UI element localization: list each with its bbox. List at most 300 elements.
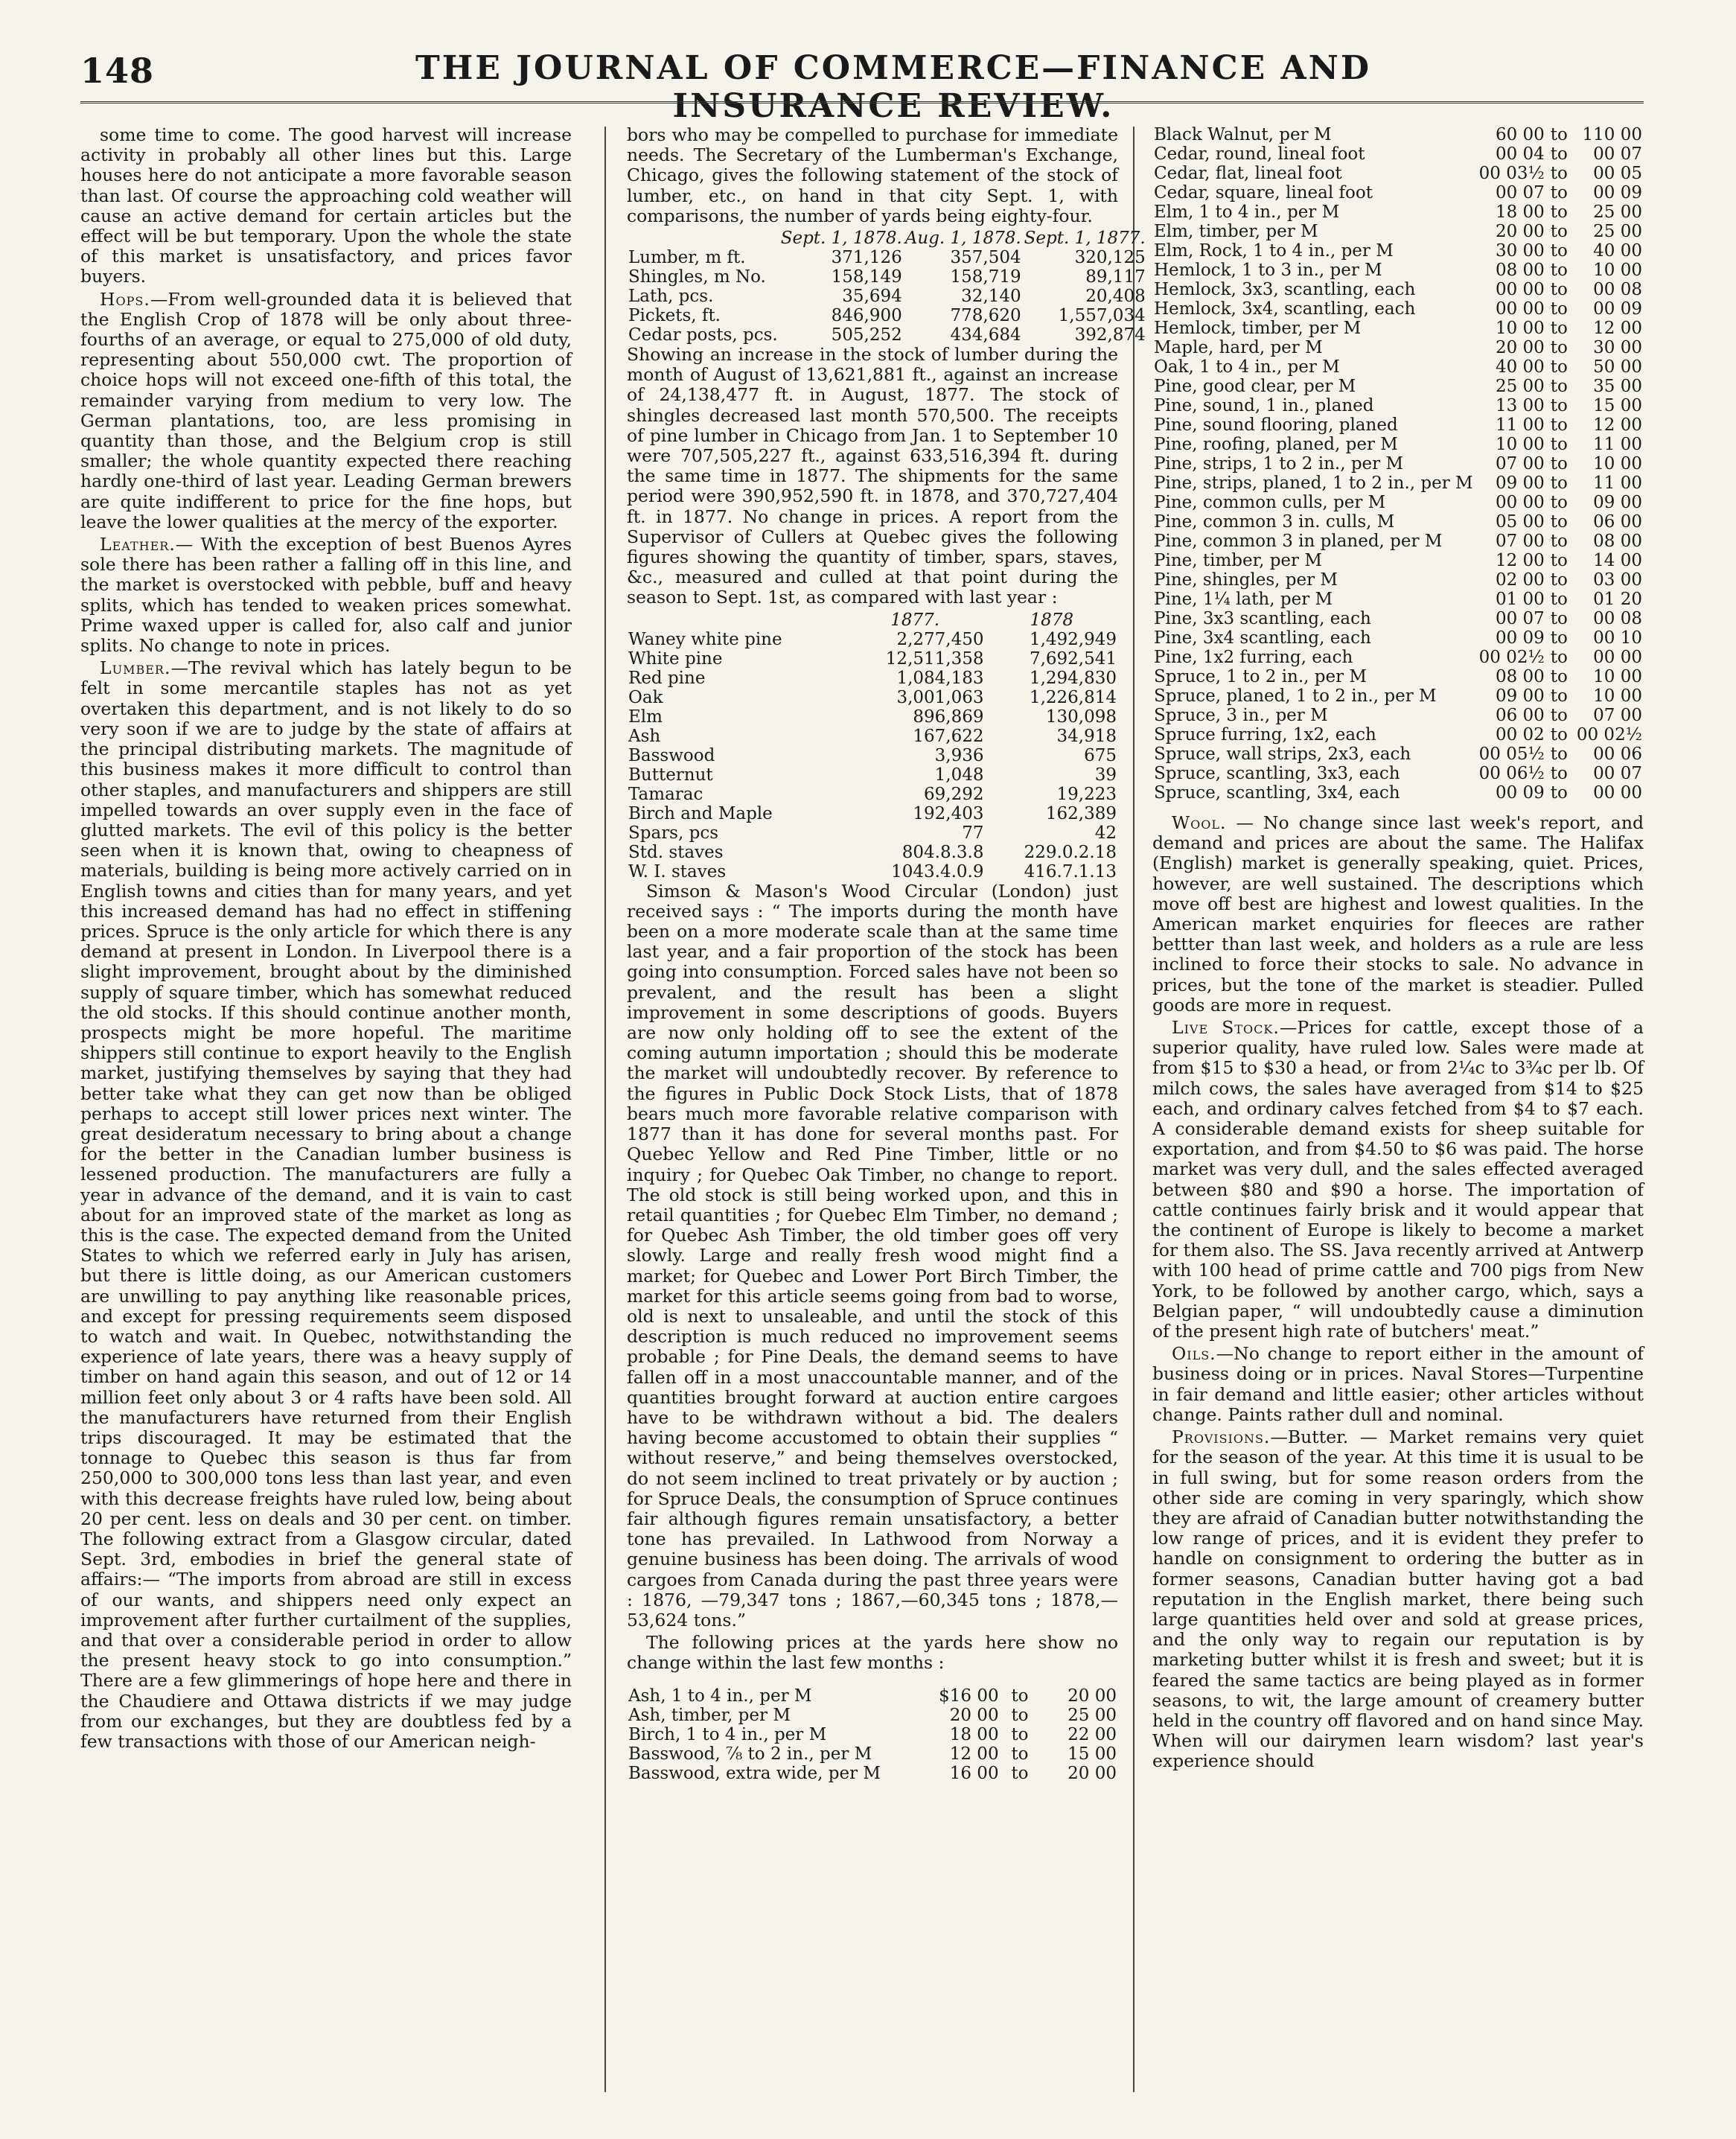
paragraph-text: —From well-grounded data it is believed that the English Crop of 1878 will be only about three-fourths of an average, or equal to 275,000 of old duty, representing about 550,000 cwt. The proportion of choice hops will not exceed one-fifth of this total, the remainder varying from medium to very low. The German plantations, too, are less promising in quantity than those, and the Belgium crop is still smaller; the whole quantity expected there reaching hardly one-third of last year. Leading German brewers are quite indifferent to price for the fine hops, but leave the lower qualities at the mercy of the exporter. xyxy=(80,288,572,532)
price-item: Pine, common 3 in planed, per M xyxy=(1154,532,1443,551)
paragraph-hops xyxy=(80,290,572,532)
table-cell: 69,292 xyxy=(924,784,984,804)
paragraph-text: — No change since last week's report, and demand and prices are about the same. The Halifax (English) market is generally speaking, quiet. Prices, however, are well sustained. The descriptions which move off best are highest and lowest qualities. In the American market enquiries for fleeces are rather bettter than last week, and holders as a rule are less inclined to force their stocks to sale. No advance in prices, but the tone of the market is steadier. Pulled goods are more in request. xyxy=(1152,812,1644,1016)
table-row xyxy=(627,630,1118,649)
table-cell: Basswood xyxy=(628,745,715,765)
table-cell: Std. staves xyxy=(628,842,724,862)
price-row xyxy=(1152,415,1644,435)
price-row xyxy=(1152,299,1644,319)
paragraph-provisions xyxy=(1152,1427,1644,1771)
price-to: to xyxy=(1550,570,1568,590)
table-row xyxy=(627,746,1118,765)
price-high: 07 00 xyxy=(1593,706,1642,725)
price-item: Pine, strips, 1 to 2 in., per M xyxy=(1154,454,1404,474)
price-table xyxy=(1152,125,1644,803)
price-item: Hemlock, 1 to 3 in., per M xyxy=(1154,261,1382,280)
table-cell: White pine xyxy=(628,648,723,669)
column-rule xyxy=(604,127,606,2092)
price-low: 18 00 xyxy=(949,1724,999,1744)
price-item: Pine, 1x2 furring, each xyxy=(1154,648,1353,667)
section-lead: Lumber. xyxy=(100,657,171,679)
price-to: to xyxy=(1550,667,1568,686)
price-to: to xyxy=(1550,299,1568,319)
price-item: Hemlock, 3x3, scantling, each xyxy=(1154,280,1416,299)
table-header-cell: Sept. 1, 1878. xyxy=(780,229,902,249)
price-low: 10 00 xyxy=(1495,319,1545,338)
table-cell: 20,408 xyxy=(1085,287,1146,307)
price-low: 60 00 xyxy=(1495,125,1545,144)
price-low: 30 00 xyxy=(1495,241,1545,261)
price-to: to xyxy=(1550,415,1568,435)
price-high: 08 00 xyxy=(1593,532,1642,551)
price-high: 30 00 xyxy=(1593,338,1642,357)
price-to: to xyxy=(1550,764,1568,783)
price-low: 09 00 xyxy=(1495,474,1545,493)
price-to: to xyxy=(1011,1705,1029,1725)
table-header-cell: 1878 xyxy=(1030,610,1074,630)
price-item: Cedar, round, lineal foot xyxy=(1154,144,1365,164)
price-low: 20 00 xyxy=(949,1705,999,1725)
table-cell: 130,098 xyxy=(1045,707,1117,727)
price-item: Spruce, planed, 1 to 2 in., per M xyxy=(1154,686,1437,706)
price-high: 00 05 xyxy=(1593,164,1642,183)
price-row xyxy=(1152,667,1644,686)
table-header-cell: 1877. xyxy=(890,610,940,630)
price-high: 01 20 xyxy=(1593,590,1642,609)
price-row xyxy=(1152,648,1644,667)
table-row xyxy=(627,669,1118,688)
price-item: Pine, sound flooring, planed xyxy=(1154,415,1398,435)
price-high: 00 08 xyxy=(1593,609,1642,628)
price-high: 35 00 xyxy=(1593,377,1642,396)
price-low: 06 00 xyxy=(1495,706,1545,725)
table-cell: 371,126 xyxy=(831,248,902,268)
table-cell: Elm xyxy=(628,707,663,727)
price-low: 00 04 xyxy=(1495,144,1545,164)
table-row xyxy=(627,325,1147,345)
price-item: Pine, good clear, per M xyxy=(1154,377,1356,396)
price-to: to xyxy=(1550,532,1568,551)
price-low: 07 00 xyxy=(1495,454,1545,474)
table-cell: 392,874 xyxy=(1074,325,1146,345)
price-low: 13 00 xyxy=(1495,396,1545,415)
price-low: 00 00 xyxy=(1495,299,1545,319)
price-high: 11 00 xyxy=(1593,474,1642,493)
price-high: 03 00 xyxy=(1593,570,1642,590)
price-to: to xyxy=(1011,1686,1029,1706)
price-row xyxy=(1152,144,1644,164)
price-to: to xyxy=(1550,783,1568,803)
price-to: to xyxy=(1550,648,1568,667)
price-low: 00 00 xyxy=(1495,280,1545,299)
price-item: Oak, 1 to 4 in., per M xyxy=(1154,357,1340,377)
price-to: to xyxy=(1550,183,1568,203)
price-item: Hemlock, timber, per M xyxy=(1154,319,1362,338)
price-row xyxy=(1152,628,1644,648)
price-to: to xyxy=(1550,628,1568,648)
paragraph-leather xyxy=(80,535,572,656)
price-to: to xyxy=(1550,474,1568,493)
paragraph: Showing an increase in the stock of lumber during the month of August of 13,621,881 ft., against an increase of 24,138,477 ft. in August, 1877. The stock of shingles decreased last month 570,500. The receipts of pine lumber in Chicago from Jan. 1 to September 10 were 707,505,227 ft., against 633,516,394 ft. during the same time in 1877. The shipments for the same period were 390,952,590 ft. in 1878, and 370,727,404 ft. in 1877. No change in prices. A report from the Supervisor of Cullers at Quebec gives the following figures showing the quantity of timber, spars, staves, &c., measured and culled at that point during the season to Sept. 1st, as compared with last year : xyxy=(627,344,1118,608)
paragraph-live-stock xyxy=(1152,1018,1644,1342)
price-item: Elm, Rock, 1 to 4 in., per M xyxy=(1154,241,1394,261)
table-row xyxy=(627,765,1118,785)
price-row xyxy=(1152,512,1644,532)
price-to: to xyxy=(1550,454,1568,474)
table-cell: 778,620 xyxy=(950,306,1021,326)
price-to: to xyxy=(1550,435,1568,454)
price-to: to xyxy=(1550,125,1568,144)
price-to: to xyxy=(1550,164,1568,183)
section-lead: Oils. xyxy=(1172,1343,1216,1365)
price-row xyxy=(1152,377,1644,396)
price-to: to xyxy=(1550,551,1568,570)
price-high: 15 00 xyxy=(1593,396,1642,415)
price-high: 25 00 xyxy=(1593,203,1642,222)
price-item: Spruce, 3 in., per M xyxy=(1154,706,1328,725)
price-item: Basswood, ⅞ to 2 in., per M xyxy=(628,1744,872,1764)
column-1 xyxy=(80,125,572,2098)
table-cell: 1,048 xyxy=(934,765,984,785)
price-row xyxy=(1152,357,1644,377)
price-to: to xyxy=(1550,280,1568,299)
price-row xyxy=(627,1686,1118,1706)
price-high: 09 00 xyxy=(1593,493,1642,512)
table-cell: 167,622 xyxy=(913,726,984,746)
price-low: 40 00 xyxy=(1495,357,1545,377)
table-cell: 34,918 xyxy=(1056,726,1117,746)
table-cell: 1043.4.0.9 xyxy=(891,861,984,882)
price-to: to xyxy=(1550,590,1568,609)
table-cell: Oak xyxy=(628,687,663,707)
price-row xyxy=(1152,183,1644,203)
price-low: 08 00 xyxy=(1495,261,1545,280)
table-cell: 192,403 xyxy=(913,803,984,823)
price-item: Basswood, extra wide, per M xyxy=(628,1763,881,1783)
price-low: 08 00 xyxy=(1495,667,1545,686)
price-high: 00 00 xyxy=(1593,648,1642,667)
table-cell: Butternut xyxy=(628,765,713,785)
price-row xyxy=(1152,203,1644,222)
price-low: 00 02 xyxy=(1495,725,1545,745)
paragraph-text: —No change to report either in the amount of business doing or in prices. Naval Stores—Turpentine in fair demand and little easier; other articles without change. Paints rather dull and nominal. xyxy=(1152,1343,1644,1425)
table-row xyxy=(627,843,1118,862)
price-row xyxy=(1152,435,1644,454)
table-header-cell: Aug. 1, 1878. xyxy=(904,229,1021,249)
price-high: 06 00 xyxy=(1593,512,1642,532)
table-cell: Shingles, m No. xyxy=(628,267,766,287)
table-cell: 2,277,450 xyxy=(896,629,984,649)
table-cell: 35,694 xyxy=(842,287,902,307)
section-lead: Live Stock. xyxy=(1172,1017,1280,1039)
price-high: 00 02½ xyxy=(1576,725,1642,745)
price-low: 01 00 xyxy=(1495,590,1545,609)
price-low: 10 00 xyxy=(1495,435,1545,454)
price-item: Pine, common 3 in. culls, M xyxy=(1154,512,1395,532)
price-row xyxy=(1152,764,1644,783)
price-high: 00 00 xyxy=(1593,783,1642,803)
header-rule xyxy=(80,101,1644,103)
price-item: Spruce, scantling, 3x4, each xyxy=(1154,783,1400,803)
price-high: 25 00 xyxy=(1068,1705,1117,1725)
price-low: 25 00 xyxy=(1495,377,1545,396)
table-cell: 416.7.1.13 xyxy=(1024,861,1117,882)
table-cell: 12,511,358 xyxy=(885,648,984,669)
price-row xyxy=(1152,609,1644,628)
table-cell: 32,140 xyxy=(961,287,1021,307)
table-cell: 1,557,034 xyxy=(1058,306,1146,326)
price-high: 40 00 xyxy=(1593,241,1642,261)
table-cell: 89,117 xyxy=(1085,267,1146,287)
table-cell: 77 xyxy=(962,823,984,843)
price-low: 00 02½ xyxy=(1478,648,1545,667)
price-table xyxy=(627,1686,1118,1783)
price-item: Pine, 3x4 scantling, each xyxy=(1154,628,1371,648)
price-low: 16 00 xyxy=(949,1763,999,1783)
price-low: 05 00 xyxy=(1495,512,1545,532)
section-lead: Hops. xyxy=(100,288,150,310)
paragraph: some time to come. The good harvest will increase activity in probably all other lines but this. Large houses here do not anticipate a more favorable season than last. Of course the approaching cold weather will cause an active demand for certain articles but the effect will be but temporary. Upon the whole the state of this market is unsatisfactory, and prices favor buyers. xyxy=(80,124,572,287)
price-item: Pine, 1¼ lath, per M xyxy=(1154,590,1333,609)
table-cell: 3,001,063 xyxy=(896,687,984,707)
price-high: 10 00 xyxy=(1593,686,1642,706)
price-high: 10 00 xyxy=(1593,454,1642,474)
price-item: Black Walnut, per M xyxy=(1154,125,1332,144)
price-row xyxy=(627,1764,1118,1783)
table-cell: 19,223 xyxy=(1056,784,1117,804)
page-number: 148 xyxy=(80,51,155,91)
price-row xyxy=(1152,725,1644,745)
price-row xyxy=(627,1744,1118,1764)
price-item: Ash, 1 to 4 in., per M xyxy=(628,1686,812,1706)
price-row xyxy=(1152,590,1644,609)
table-header-row xyxy=(627,229,1147,248)
column-2 xyxy=(627,124,1146,2098)
table-cell: W. I. staves xyxy=(628,861,727,882)
price-row xyxy=(1152,454,1644,474)
price-item: Pine, shingles, per M xyxy=(1154,570,1338,590)
column-3 xyxy=(1152,125,1644,2098)
price-high: 00 06 xyxy=(1593,745,1642,764)
table-row xyxy=(627,707,1118,727)
table-cell: Waney white pine xyxy=(628,629,782,649)
paragraph-lumber xyxy=(80,658,572,1752)
price-to: to xyxy=(1011,1744,1029,1764)
price-high: 14 00 xyxy=(1593,551,1642,570)
price-row xyxy=(1152,241,1644,261)
price-low: 20 00 xyxy=(1495,338,1545,357)
price-to: to xyxy=(1550,338,1568,357)
table-header-cell xyxy=(627,229,779,248)
paragraph-wool xyxy=(1152,813,1644,1016)
price-low: 12 00 xyxy=(1495,551,1545,570)
table-row xyxy=(627,823,1118,843)
table-row xyxy=(627,727,1118,746)
price-item: Spruce, wall strips, 2x3, each xyxy=(1154,745,1411,764)
price-to: to xyxy=(1550,261,1568,280)
table-cell: 162,389 xyxy=(1045,803,1117,823)
price-to: to xyxy=(1011,1763,1029,1783)
paragraph-text: — With the exception of best Buenos Ayres sole there has been rather a falling off in this line, and the market is overstocked with pebble, buff and heavy splits, which has tended to weaken prices somewhat. Prime waxed upper is called for, also calf and junior splits. No change to note in prices. xyxy=(80,534,572,657)
price-low: 02 00 xyxy=(1495,570,1545,590)
price-high: 20 00 xyxy=(1068,1686,1117,1706)
table-row xyxy=(627,688,1118,707)
table-cell: 3,936 xyxy=(934,745,984,765)
price-item: Birch, 1 to 4 in., per M xyxy=(628,1724,827,1744)
table-cell: 42 xyxy=(1094,823,1117,843)
price-to: to xyxy=(1550,357,1568,377)
table-cell: 229.0.2.18 xyxy=(1024,842,1117,862)
table-row xyxy=(627,267,1147,287)
table-cell: 804.8.3.8 xyxy=(901,842,984,862)
paragraph: bors who may be compelled to purchase for immediate needs. The Secretary of the Lumberman's Exchange, Chicago, gives the following statement of the stock of lumber, etc., on hand in that city Sept. 1, with comparisons, the number of yards being eighty-four. xyxy=(627,124,1118,226)
quebec-cullers-table xyxy=(627,611,1118,882)
price-item: Cedar, flat, lineal foot xyxy=(1154,164,1342,183)
price-high: 50 00 xyxy=(1593,357,1642,377)
price-to: to xyxy=(1550,144,1568,164)
price-row xyxy=(1152,396,1644,415)
price-high: 10 00 xyxy=(1593,667,1642,686)
price-item: Spruce, 1 to 2 in., per M xyxy=(1154,667,1367,686)
price-high: 110 00 xyxy=(1582,125,1642,144)
price-row xyxy=(1152,222,1644,241)
price-row xyxy=(627,1706,1118,1725)
price-high: 12 00 xyxy=(1593,319,1642,338)
price-low: 00 09 xyxy=(1495,628,1545,648)
table-row xyxy=(627,287,1147,306)
price-to: to xyxy=(1550,512,1568,532)
price-row xyxy=(1152,125,1644,144)
price-high: 10 00 xyxy=(1593,261,1642,280)
table-cell: 1,294,830 xyxy=(1029,668,1117,688)
paragraph-text: —Prices for cattle, except those of a superior quality, have ruled low. Sales were made at from $15 to $30 a head, or from 2¼c to 3¾c per lb. Of milch cows, the sales have averaged from $14 to $25 each, and ordinary calves fetched from $4 to $7 each. A considerable demand exists for sheep suitable for exportation, and from $4.50 to $6 was paid. The horse market was very dull, and the sales effected averaged between $80 and $90 a horse. The importation of cattle continues fairly brisk and it would appear that the continent of Europe is likely to become a market for them also. The SS. Java recently arrived at Antwerp with 100 head of prime cattle and 700 pigs from New York, to be followed by another cargo, which, says a Belgian paper, “ will undoubtedly cause a diminution of the present high rate of butchers' meat.” xyxy=(1152,1017,1644,1342)
table-cell: Lath, pcs. xyxy=(628,287,714,307)
running-title: THE JOURNAL OF COMMERCE—FINANCE AND INSURANCE REVIEW. xyxy=(415,49,1371,125)
column-rule xyxy=(1133,127,1135,2092)
section-lead: Wool. xyxy=(1172,812,1227,833)
table-row xyxy=(627,785,1118,804)
price-to: to xyxy=(1550,396,1568,415)
table-cell: 896,869 xyxy=(913,707,984,727)
price-item: Maple, hard, per M xyxy=(1154,338,1323,357)
price-to: to xyxy=(1550,725,1568,745)
paragraph: The following prices at the yards here show no change within the last few months : xyxy=(627,1632,1118,1674)
price-row xyxy=(627,1725,1118,1744)
price-row xyxy=(1152,338,1644,357)
price-row xyxy=(1152,745,1644,764)
price-item: Elm, timber, per M xyxy=(1154,222,1318,241)
price-high: 00 08 xyxy=(1593,280,1642,299)
price-low: 12 00 xyxy=(949,1744,999,1764)
table-cell: 505,252 xyxy=(831,325,902,345)
price-item: Pine, sound, 1 in., planed xyxy=(1154,396,1374,415)
price-low: 18 00 xyxy=(1495,203,1545,222)
price-high: 00 07 xyxy=(1593,144,1642,164)
price-low: 00 09 xyxy=(1495,783,1545,803)
paragraph-oils xyxy=(1152,1344,1644,1425)
price-low: 20 00 xyxy=(1495,222,1545,241)
table-cell: 846,900 xyxy=(831,306,902,326)
paragraph-text: —The revival which has lately begun to be felt in some mercantile staples has not as yet overtaken this department, and is not likely to do so very soon if we are to judge by the state of affairs at the principal distributing markets. The magnitude of this business makes it more difficult to control than other staples, and manufacturers and shippers are still impelled towards an over supply even in the face of glutted markets. The evil of this policy is the better seen when it is known that, owing to cheapness of materials, building is being more actively carried on in English towns and cities than for many years, and yet this increased demand has had no effect in stiffening prices. Spruce is the only article for which there is any demand at present in London. In Liverpool there is a slight improvement, brought about by the diminished supply of square timber, which has somewhat reduced the old stocks. If this should continue another month, prospects might be more hopeful. The maritime shippers still continue to export heavily to the English market, justifying themselves by saying that they had better take what they can get now than be obliged perhaps to accept still lower prices next winter. The great desideratum necessary to bring about a change for the better in the Canadian lumber business is lessened production. The manufacturers are fully a year in advance of the demand, and it is vain to cast about for an improved state of the market as long as this is the case. The expected demand from the United States to which we referred early in July has arisen, but there is little doing, as our American customers are unwilling to pay anything like reasonable prices, and except for pressing requirements seem disposed to watch and wait. In Quebec, notwithstanding the experience of late years, there was a heavy supply of timber on hand again this season, and out of 12 or 14 million feet only about 3 or 4 rafts have been sold. All the manufacturers have returned from their English trips discouraged. It may be estimated that the tonnage to Quebec this season is thus far from 250,000 to 300,000 tons less than last year, and even with this decrease freights have ruled low, being about 20 per cent. less on deals and 30 per cent. on timber. The following extract from a Glasgow circular, dated Sept. 3rd, embodies in brief the general state of affairs:— “The imports from abroad are still in excess of our wants, and shippers need only expect an improvement after further curtailment of the supplies, and that over a considerable period in order to allow the present heavy stock to go into consumption.” There are a few glimmerings of hope here and there in the Chaudiere and Ottawa districts if we may judge from our exchanges, but they are doubtless fed by a few transactions with those of our American neigh- xyxy=(80,657,572,1753)
table-cell: Birch and Maple xyxy=(628,803,773,823)
price-item: Pine, common culls, per M xyxy=(1154,493,1386,512)
table-cell: Pickets, ft. xyxy=(628,306,721,326)
price-high: 00 09 xyxy=(1593,299,1642,319)
table-cell: Red pine xyxy=(628,668,706,688)
price-row xyxy=(1152,551,1644,570)
price-high: 15 00 xyxy=(1068,1744,1117,1764)
price-low: $16 00 xyxy=(939,1686,999,1706)
price-low: 00 00 xyxy=(1495,493,1545,512)
chicago-stock-table xyxy=(627,229,1147,345)
price-low: 00 06½ xyxy=(1478,764,1545,783)
table-cell: 320,125 xyxy=(1074,248,1146,268)
paragraph: Simson & Mason's Wood Circular (London) just received says : “ The imports during the month have been on a more moderate scale than at the same time last year, and a fair proportion of the stock has been going into consumption. Forced sales have not been so prevalent, and the result has been a slight improvement in some descriptions of goods. Buyers are now only holding off to see the extent of the coming autumn importation ; should this be moderate the market will undoubtedly recover. By reference to the figures in Public Dock Stock Lists, that of 1878 bears much more favorable relative comparison with 1877 than it has done for several months past. For Quebec Yellow and Red Pine Timber, little or no inquiry ; for Quebec Oak Timber, no change to report. The old stock is still being worked upon, and this in retail quantities ; for Quebec Elm Timber, no demand ; for Quebec Ash Timber, the old timber goes off very slowly. Large and really fresh wood might find a market; for Quebec and Lower Port Birch Timber, the market for this article seems going from bad to worse, old is next to unsaleable, and until the stock of this description is much reduced no improvement seems probable ; for Pine Deals, the demand seems to have fallen off in a most unaccountable manner, and of the quantities brought forward at auction entire cargoes have to be withdrawn without a bid. The dealers having become accustomed to obtain their supplies “ without reserve,” and being themselves overstocked, do not seem inclined to treat privately or by auction ; for Spruce Deals, the consumption of Spruce continues fair although figures remain unsatisfactory, a better tone has prevailed. In Lathwood from Norway a genuine business has been doing. The arrivals of wood cargoes from Canada during the past three years were : 1876, —79,347 tons ; 1867,—60,345 tons ; 1878,—53,624 tons.” xyxy=(627,880,1118,1630)
paragraph-text: —Butter. — Market remains very quiet for the season of the year. At this time it is usual to be in full swing, but for some reason orders from the other side are coming in very sparingly, which show they are afraid of Canadian butter notwithstanding the low range of prices, and it is evident they prefer to handle on consignment to ordering the butter as in former seasons, Canadian butter having got a bad reputation in the English market, there being such large quantities held over and sold at grease prices, and the only way to regain our reputation is by marketing butter whilst it is fresh and sweet; but it is feared the same tactics are being played as in former seasons, to wit, the large amount of creamery butter held in the country off flavored and on hand since May. When will our dairymen learn wisdom? last year's experience should xyxy=(1152,1426,1644,1772)
table-cell: Lumber, m ft. xyxy=(628,248,746,268)
price-to: to xyxy=(1550,241,1568,261)
table-cell: 675 xyxy=(1084,745,1117,765)
price-row xyxy=(1152,261,1644,280)
price-item: Pine, strips, planed, 1 to 2 in., per M xyxy=(1154,474,1473,493)
price-item: Spruce, scantling, 3x3, each xyxy=(1154,764,1400,783)
price-item: Ash, timber, per M xyxy=(628,1705,791,1725)
price-to: to xyxy=(1011,1724,1029,1744)
table-cell: 1,084,183 xyxy=(896,668,984,688)
price-item: Hemlock, 3x4, scantling, each xyxy=(1154,299,1416,319)
price-to: to xyxy=(1550,493,1568,512)
price-high: 00 07 xyxy=(1593,764,1642,783)
price-low: 07 00 xyxy=(1495,532,1545,551)
price-high: 25 00 xyxy=(1593,222,1642,241)
price-low: 00 07 xyxy=(1495,609,1545,628)
table-cell: 39 xyxy=(1094,765,1117,785)
table-cell: 1,492,949 xyxy=(1029,629,1117,649)
price-low: 00 03½ xyxy=(1478,164,1545,183)
table-row xyxy=(627,306,1147,325)
price-to: to xyxy=(1550,222,1568,241)
price-low: 11 00 xyxy=(1495,415,1545,435)
price-item: Cedar, square, lineal foot xyxy=(1154,183,1373,203)
price-to: to xyxy=(1550,319,1568,338)
price-high: 00 09 xyxy=(1593,183,1642,203)
price-row xyxy=(1152,280,1644,299)
table-cell: Spars, pcs xyxy=(628,823,719,843)
table-cell: Ash xyxy=(628,726,661,746)
table-cell: 158,149 xyxy=(831,267,902,287)
price-item: Elm, 1 to 4 in., per M xyxy=(1154,203,1340,222)
price-row xyxy=(1152,686,1644,706)
price-high: 12 00 xyxy=(1593,415,1642,435)
table-row xyxy=(627,804,1118,823)
price-to: to xyxy=(1550,609,1568,628)
table-cell: 434,684 xyxy=(950,325,1021,345)
table-header-cell: Sept. 1, 1877. xyxy=(1024,229,1146,249)
price-low: 00 05½ xyxy=(1478,745,1545,764)
price-to: to xyxy=(1550,706,1568,725)
table-cell: Cedar posts, pcs. xyxy=(628,325,778,345)
table-header-row xyxy=(627,611,1118,630)
price-item: Pine, timber, per M xyxy=(1154,551,1322,570)
price-to: to xyxy=(1550,203,1568,222)
table-row xyxy=(627,862,1118,882)
table-row xyxy=(627,248,1147,267)
table-row xyxy=(627,649,1118,669)
price-row xyxy=(1152,164,1644,183)
price-high: 11 00 xyxy=(1593,435,1642,454)
section-lead: Provisions. xyxy=(1172,1426,1271,1448)
price-item: Spruce furring, 1x2, each xyxy=(1154,725,1376,745)
